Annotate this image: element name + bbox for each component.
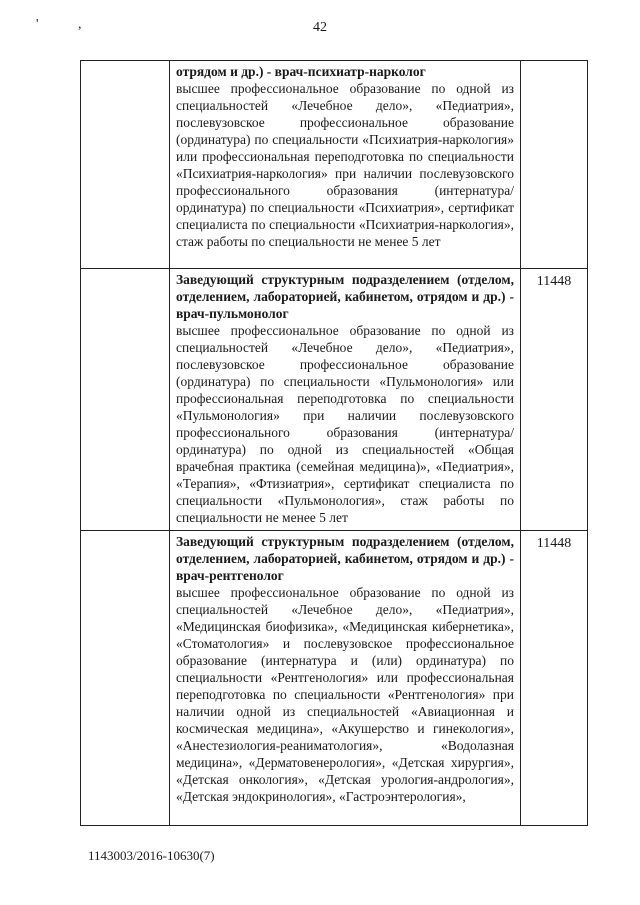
requirements-text: высшее профессиональное образование по одной из специальностей «Лечебное дело», «Педиатрия», «Медицинская биофизика», «Медицинская кибернетика», «Стоматология» и послевузовское профессиональное образование (интернатура и (или) ординатура) по специальности «Рентгенология» или профессиональная переподготовка по специальности «Рентгенология» при наличии одной из специальностей «Авиационная и космическая медицина», «Акушерство и гинекология», «Анестезиология-реаниматология», «Водолазная медицина», «Дерматовенерология», «Детская хирургия», «Детская онкология», «Детская урология-андрология», «Детская эндокринология», «Гастроэнтерология»,	[176, 585, 514, 804]
table-row	[81, 531, 588, 826]
corner-marks: ' ,	[36, 17, 100, 32]
empty-cell	[81, 269, 170, 531]
requirements-text: высшее профессиональное образование по одной из специальностей «Лечебное дело», «Педиатрия», послевузовское профессиональное образование (ординатура) по специальности «Пульмонология» или профессиональная переподготовка по специальности «Пульмонология» при наличии послевузовского профессионального образования (интернатура/ординатура) по одной из специальностей «Общая врачебная практика (семейная медицина)», «Педиатрия», «Терапия», «Фтизиатрия», сертификат специалиста по специальности «Пульмонология», стаж работы по специальности не менее 5 лет	[176, 323, 514, 525]
empty-cell	[81, 61, 170, 269]
description-cell	[170, 61, 521, 269]
table-row	[81, 269, 588, 531]
code-cell	[521, 61, 588, 269]
empty-cell	[81, 531, 170, 826]
page-number: 42	[313, 20, 327, 35]
code-cell: 11448	[521, 531, 588, 826]
document-code: 1143003/2016-10630(7)	[88, 848, 215, 863]
description-cell	[170, 531, 521, 826]
qualification-table	[80, 60, 588, 826]
requirements-text: высшее профессиональное образование по одной из специальностей «Лечебное дело», «Педиатрия», послевузовское профессиональное образование (ординатура) по специальности «Психиатрия-наркология» или профессиональная переподготовка по специальности «Психиатрия-наркология» при наличии послевузовского профессионального образования (интернатура/ординатура) по специальности «Психиатрия», сертификат специалиста по специальности «Психиатрия-наркология», стаж работы по специальности не менее 5 лет	[176, 81, 514, 249]
description-cell	[170, 269, 521, 531]
position-title: Заведующий структурным подразделением (отделом, отделением, лабораторией, кабинетом, отрядом и др.) - врач-рентгенолог	[176, 534, 514, 583]
code-cell: 11448	[521, 269, 588, 531]
position-title: Заведующий структурным подразделением (отделом, отделением, лабораторией, кабинетом, отрядом и др.) - врач-пульмонолог	[176, 272, 514, 321]
position-title: отрядом и др.) - врач-психиатр-нарколог	[176, 64, 426, 79]
table-row	[81, 61, 588, 269]
